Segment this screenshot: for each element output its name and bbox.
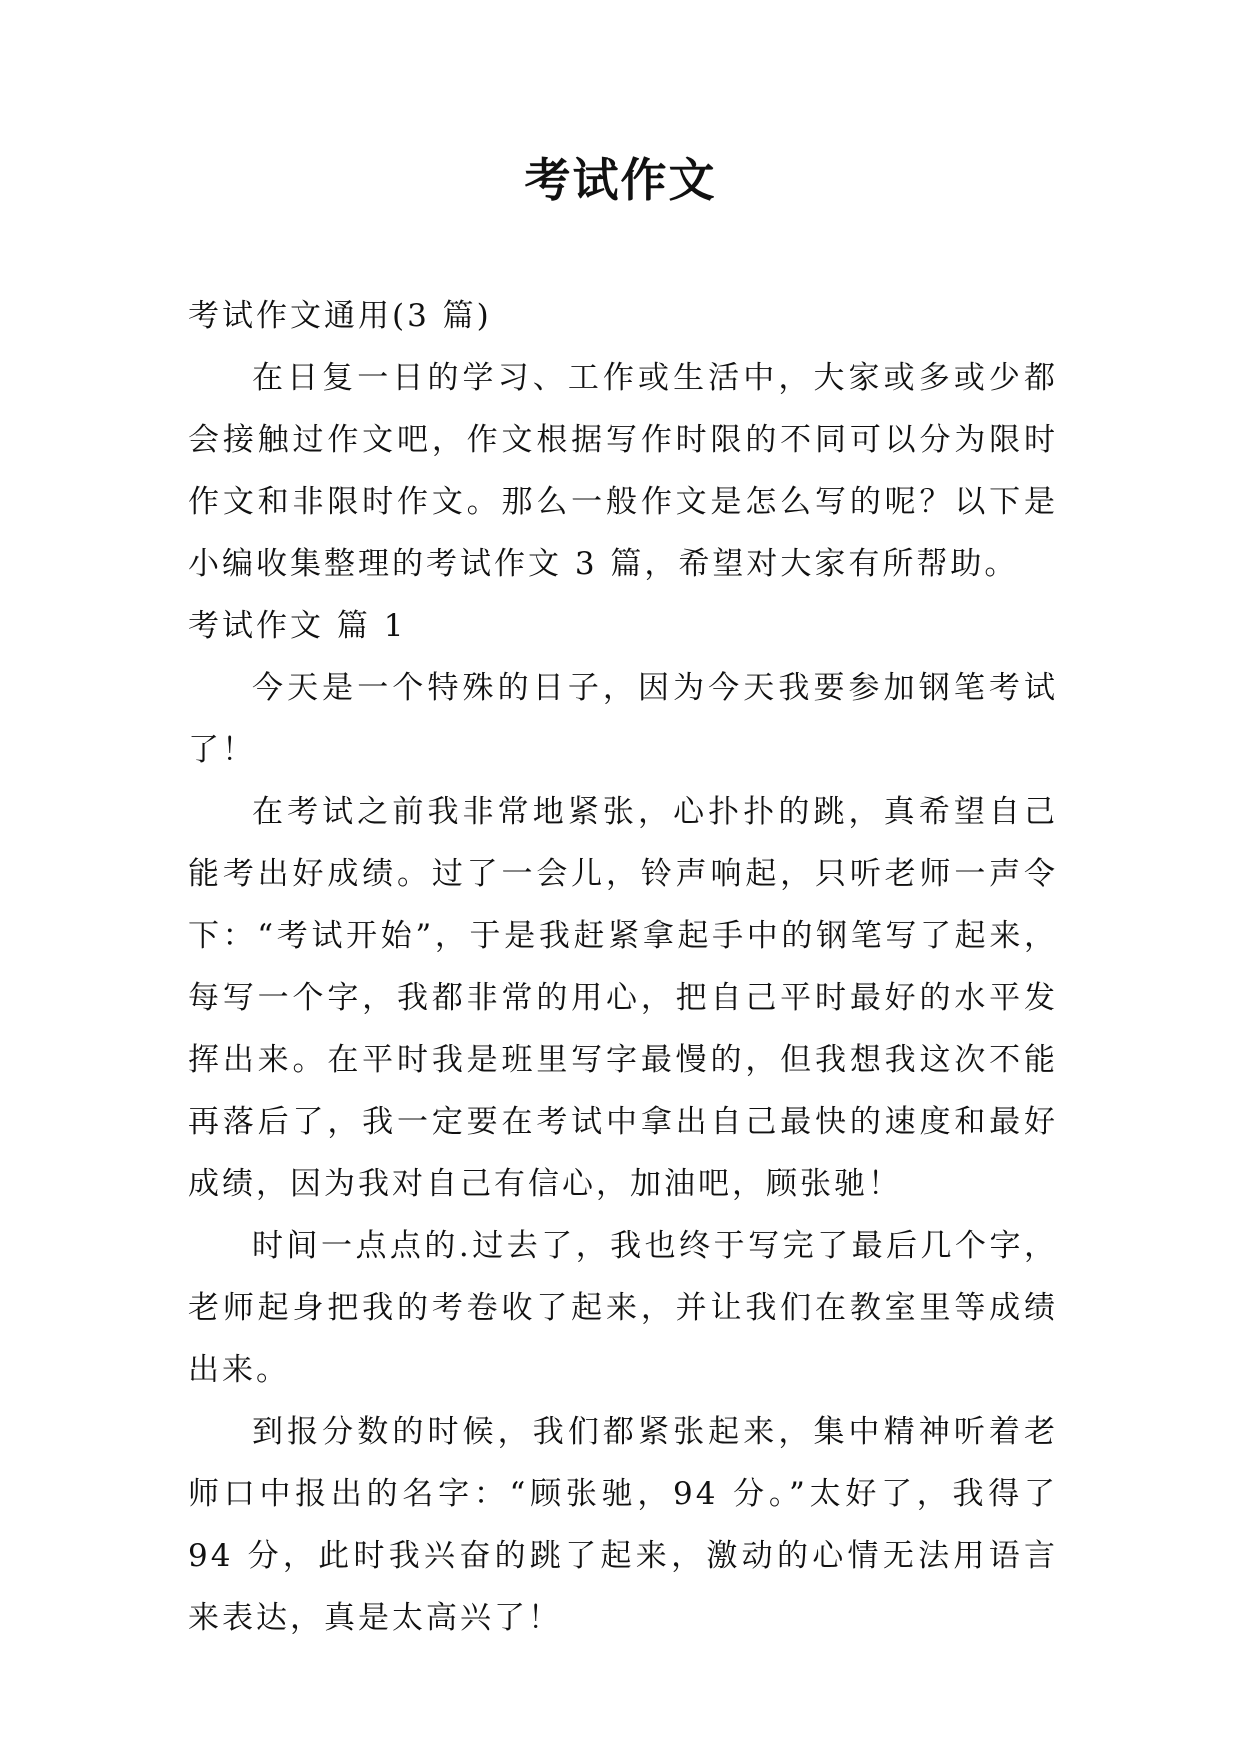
document-title: 考试作文 [524,153,717,207]
intro-paragraph: 在日复一日的学习、工作或生活中，大家或多或少都会接触过作文吧，作文根据写作时限的不同可以分为限时作文和非限时作文。那么一般作文是怎么写的呢？以下是小编收集整理的考试作文 3 篇，希望对大家有所帮助。 [188,360,1058,582]
body-paragraph: 时间一点点的.过去了，我也终于写完了最后几个字，老师起身把我的考卷收了起来，并让我们在教室里等成绩出来。 [188,1228,1058,1388]
document-body [188,285,1058,1649]
body-paragraph: 在考试之前我非常地紧张，心扑扑的跳，真希望自己能考出好成绩。过了一会儿，铃声响起，只听老师一声令下：“考试开始”，于是我赶紧拿起手中的钢笔写了起来，每写一个字，我都非常的用心，把自己平时最好的水平发挥出来。在平时我是班里写字最慢的，但我想我这次不能再落后了，我一定要在考试中拿出自己最快的速度和最好成绩，因为我对自己有信心，加油吧，顾张驰！ [188,794,1058,1202]
body-paragraph: 到报分数的时候，我们都紧张起来，集中精神听着老师口中报出的名字：“顾张驰，94 分。”太好了，我得了 94 分，此时我兴奋的跳了起来，激动的心情无法用语言来表达，真是太高兴了！ [188,1414,1058,1636]
body-paragraph: 今天是一个特殊的日子，因为今天我要参加钢笔考试了！ [188,670,1058,768]
document-subtitle: 考试作文通用(3 篇) [188,298,492,334]
section-heading: 考试作文 篇 1 [188,608,407,644]
